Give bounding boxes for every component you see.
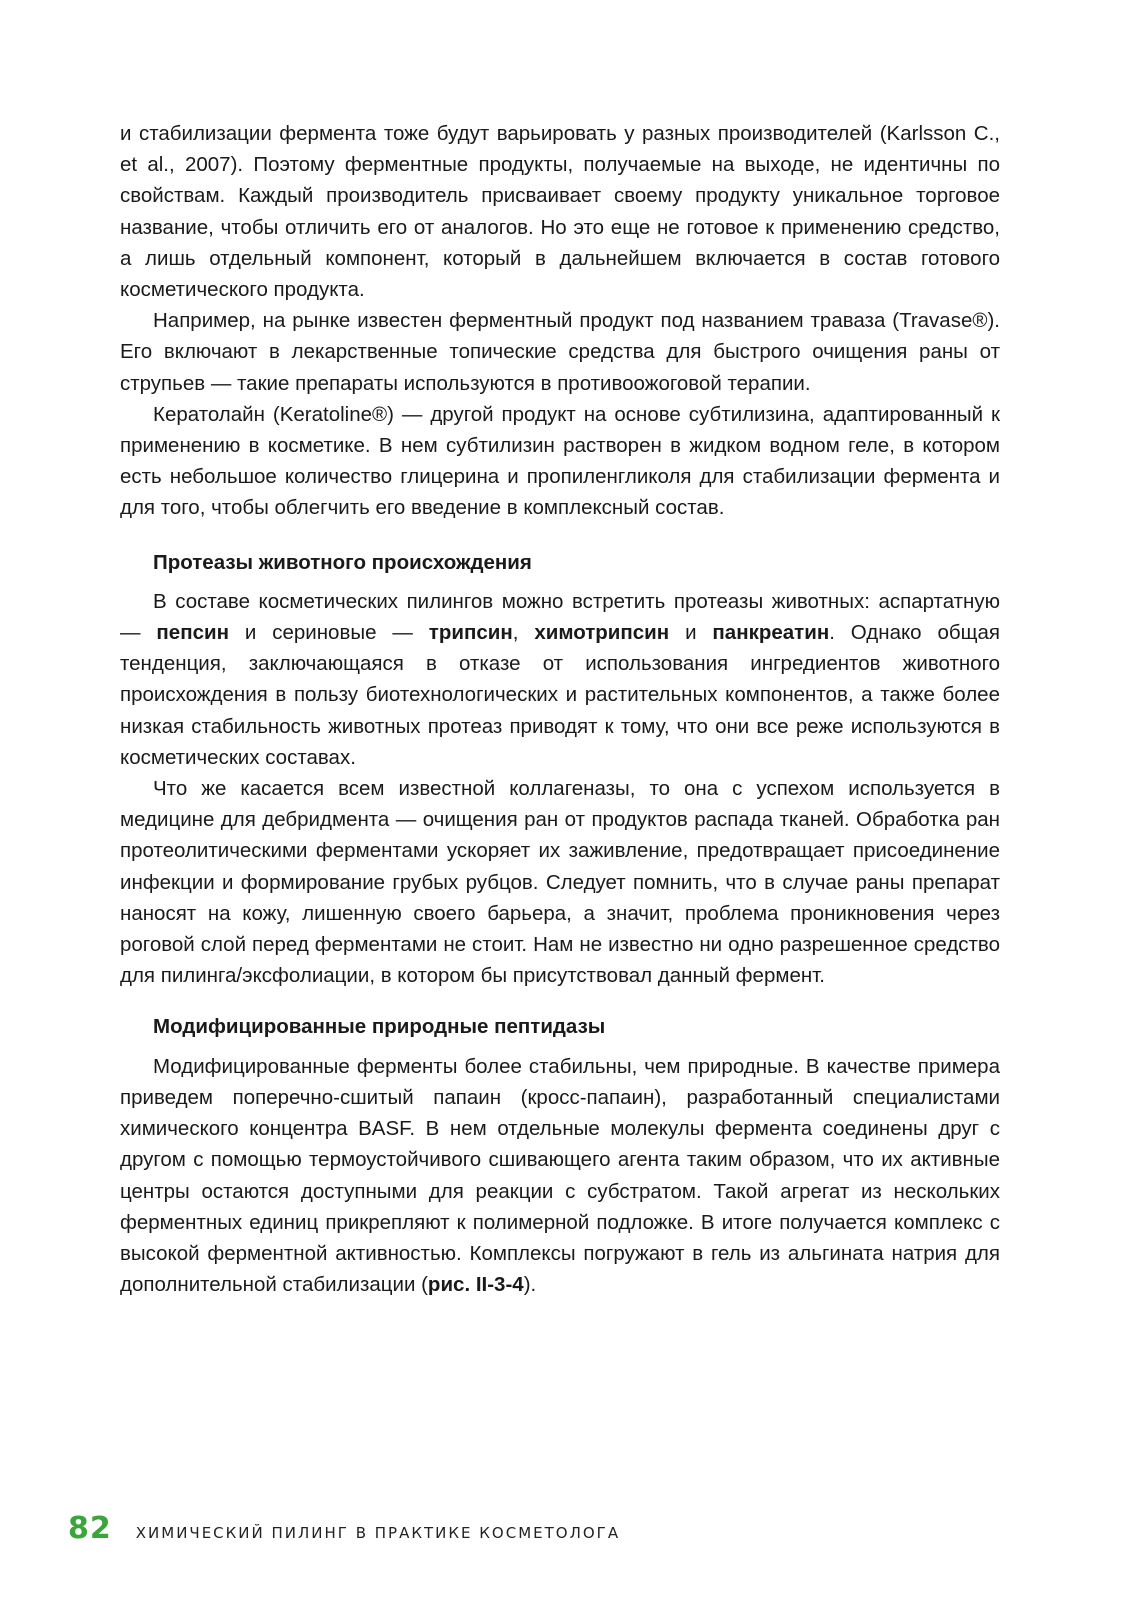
page-footer bbox=[68, 1511, 620, 1546]
page-number: 82 bbox=[68, 1511, 112, 1546]
section-heading-animal-proteases: Протеазы животного происхождения bbox=[153, 550, 532, 574]
paragraph-keratoline: Кератолайн (Keratoline®) — другой продукт на основе субтилизина, адаптированный к применению в косметике. В нем субтилизин растворен в жидком водном геле, в котором есть небольшое количество глицерина и пропиленгликоля для стабилизации фермента и для того, чтобы облегчить его введение в комплексный состав. bbox=[120, 402, 1000, 520]
paragraph-modified-enzymes bbox=[120, 1051, 1000, 1301]
paragraph-enzyme-stabilization: и стабилизации фермента тоже будут варьировать у разных производителей (Karlsson C., et al., 2007). Поэтому ферментные продукты, получаемые на выходе, не идентичны по свойствам. Каждый производитель присваивает своему продукту уникальное торговое название, чтобы отличить его от аналогов. Но это еще не готовое к применению средство, а лишь отдельный компонент, который в дальнейшем включается в состав готового косметического продукта. bbox=[120, 122, 1000, 302]
paragraph-text: и bbox=[669, 621, 713, 645]
paragraph-text: , bbox=[512, 621, 535, 645]
spacer bbox=[120, 578, 1000, 586]
paragraph-collagenase: Что же касается всем известной коллагеназы, то она с успехом используется в медицине для дебридмента — очищения ран от продуктов распада тканей. Обработка ран протеолитическими ферментами ускоряет их заживление, предотвращает присоединение инфекции и формирование грубых рубцов. Следует помнить, что в случае раны препарат наносят на кожу, лишенную своего барьера, а значит, проблема проникновения через роговой слой перед ферментами не стоит. Нам не известно ни одно разрешенное средство для пилинга/эксфолиации, в котором бы присутствовал данный фермент. bbox=[120, 777, 1000, 988]
spacer bbox=[120, 1043, 1000, 1051]
term-trypsin: трипсин bbox=[428, 621, 513, 645]
running-title: ХИМИЧЕСКИЙ ПИЛИНГ В ПРАКТИКЕ КОСМЕТОЛОГА bbox=[135, 1524, 621, 1542]
section-heading-modified-peptidases: Модифицированные природные пептидазы bbox=[153, 1015, 606, 1039]
paragraph-text: и сериновые — bbox=[228, 621, 429, 645]
paragraph-text: В составе косметических пилингов можно встретить протеазы животных: аспартатную — bbox=[120, 589, 1000, 645]
spacer bbox=[120, 524, 1000, 547]
paragraph-text: ). bbox=[523, 1273, 537, 1297]
term-chymotrypsin: химотрипсин bbox=[534, 621, 670, 645]
paragraph-animal-proteases bbox=[120, 586, 1000, 773]
term-pancreatin: панкреатин bbox=[712, 621, 830, 645]
paragraph-text: Модифицированные ферменты более стабильны, чем природные. В качестве примера приведем поперечно-сшитый папаин (кросс-папаин), разработанный специалистами химического концентра BASF. В нем отдельные молекулы фермента соединены друг с другом с помощью термоустойчивого сшивающего агента таким образом, что их активные центры остаются доступными для реакции с субстратом. Такой агрегат из нескольких ферментных единиц прикрепляют к полимерной подложке. В итоге получается комплекс с высокой ферментной активностью. Комплексы погружают в гель из альгината натрия для дополнительной стабилизации ( bbox=[120, 1054, 1000, 1297]
paragraph-travase: Например, на рынке известен ферментный продукт под названием траваза (Travase®). Его включают в лекарственные топические средства для быстрого очищения раны от струпьев — такие препараты используются в противоожоговой терапии. bbox=[120, 309, 1000, 395]
term-pepsin: пепсин bbox=[156, 621, 229, 645]
figure-reference: рис. II-3-4 bbox=[427, 1273, 524, 1297]
page-body bbox=[120, 118, 1000, 1300]
paragraph-text: . Однако общая тенденция, заключающаяся в отказе от использования ингредиентов животного происхождения в пользу биотехнологических и растительных компонентов, а также более низкая стабильность животных протеаз приводят к тому, что они все реже используются в косметических составах. bbox=[120, 621, 1000, 769]
spacer bbox=[120, 991, 1000, 1011]
